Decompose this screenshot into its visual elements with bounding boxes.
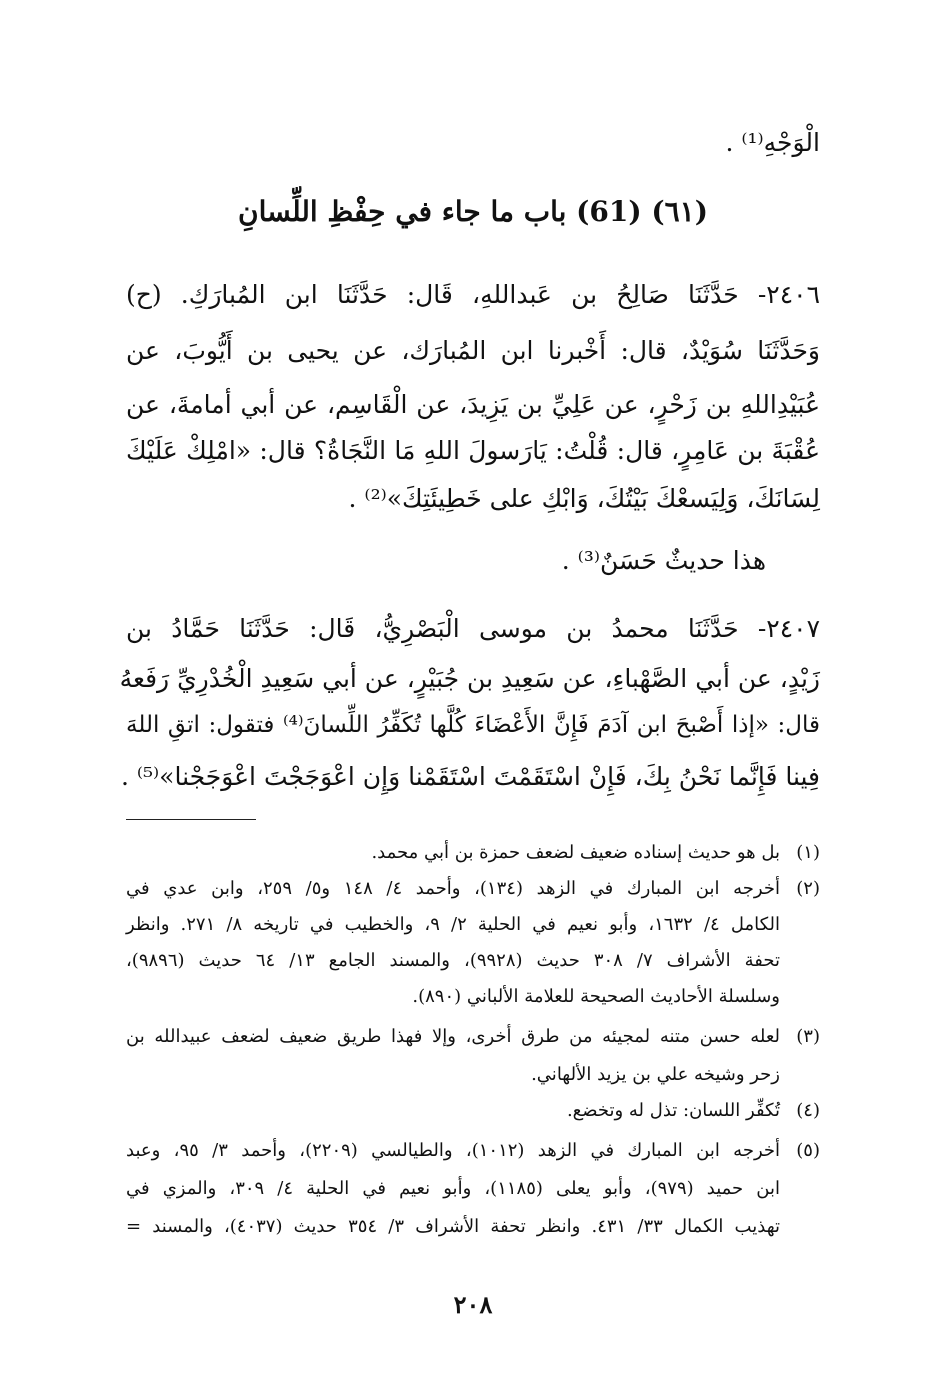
footnote-line: تحفة الأشراف ٧/ ٣٠٨ حديث (٩٩٢٨)، والمسند الجامع ١٣/ ٦٤ حديث (٩٨٩٦)، (126, 950, 780, 971)
page-number: ٢٠٨ (453, 1290, 493, 1319)
hadith-line: فِينا فَإِنَّما نَحْنُ بِكَ، فَإِنْ اسْتَقَمْتَ اسْتَقَمْنا وَإِن اعْوَجَجْتَ اعْوَجَجْنا»⁽⁵⁾ . (120, 762, 820, 791)
footnote-line: أخرجه ابن المبارك في الزهد (١٠١٢)، والطيالسي (٢٢٠٩)، وأحمد ٣/ ٩٥، وعبد (126, 1140, 781, 1161)
footnote-line: بل هو حديث إسناده ضعيف لضعف حمزة بن أبي محمد. (371, 842, 780, 863)
footnote-line: زحر وشيخه علي بن يزيد الألهاني. (531, 1064, 780, 1085)
hadith-line: ٢٤٠٦- حَدَّثَنَا صَالِحُ بن عَبداللهِ، قَال: حَدَّثَنَا ابن المُبارَكِ. (ح) (126, 280, 820, 309)
hadith-line: لِسَانَكَ، وَلِيَسعْكَ بَيْتُكَ، وَابْكِ على خَطِيئَتِكَ»⁽²⁾ . (348, 484, 820, 513)
hadith-line: عُقْبَةَ بن عَامِرٍ، قال: قُلْتُ: يَارَسولَ اللهِ مَا النَّجَاةُ؟ قال: «امْلِكْ عَلَيْكَ (126, 436, 820, 465)
footnote-line: الكامل ٤/ ١٦٣٢، وأبو نعيم في الحلية ٢/ ٩، والخطيب في تاريخه ٨/ ٢٧١. وانظر (126, 914, 781, 935)
continuation-line: الْوَجْهِ⁽¹⁾ . (725, 128, 820, 157)
hadith-line: وَحَدَّثَنَا سُوَيْدٌ، قال: أَخْبرنا ابن المُبارَك، عن يحيى بن أَيُّوبَ، عن (126, 336, 820, 365)
footnote-divider (126, 819, 256, 820)
hadith-line: ٢٤٠٧- حَدَّثَنَا محمدُ بن موسى الْبَصْرِيُّ، قَال: حَدَّثَنَا حَمَّادُ بن (126, 614, 820, 643)
footnote-number: (٣) (796, 1026, 820, 1047)
footnote-line: لعله حسن متنه لمجيئه من طرق أخرى، وإلا فهذا طريق ضعيف لضعف عبيدالله بن (126, 1026, 780, 1047)
footnote-line: أخرجه ابن المبارك في الزهد (١٣٤)، وأحمد ٤/ ١٤٨ و٥/ ٢٥٩، وابن عدي في (126, 878, 780, 899)
footnote-number: (١) (796, 842, 820, 863)
footnote-line: تُكفِّر اللسان: تذل له وتخضع. (566, 1100, 780, 1121)
section-heading: (٦١) (61) باب ما جاء في حِفْظِ اللِّسانِ (238, 195, 708, 228)
hadith-grading: هذا حديثٌ حَسَنٌ⁽³⁾ . (561, 546, 766, 575)
hadith-line: عُبَيْدِاللهِ بن زَحْرٍ، عن عَلِيِّ بن يَزِيدَ، عن الْقَاسِم، عن أبي أمامةَ، عن (126, 390, 820, 419)
footnote-line: ابن حميد (٩٧٩)، وأبو يعلى (١١٨٥)، وأبو نعيم في الحلية ٤/ ٣٠٩، والمزي في (126, 1178, 780, 1199)
footnote-line: وسلسلة الأحاديث الصحيحة للعلامة الألباني (٨٩٠). (412, 986, 780, 1007)
hadith-line: زَيْدٍ، عن أبي الصَّهْباءِ، عن سَعِيدِ بن جُبَيْرٍ، عن أبي سَعِيدِ الْخُدْرِيِّ رَفَعهُ (119, 664, 820, 693)
footnote-number: (٤) (796, 1100, 820, 1121)
hadith-line: قال: «إذا أَصْبحَ ابن آدَمَ فَإِنَّ الأَعْضَاءَ كُلَّها تُكَفِّرُ اللِّسانَ⁽⁴⁾ فتقول: اتقِ اللهَ (126, 712, 821, 738)
footnote-number: (٥) (796, 1140, 820, 1161)
footnote-line: تهذيب الكمال ٣٣/ ٤٣١. وانظر تحفة الأشراف ٣/ ٣٥٤ حديث (٤٠٣٧)، والمسند = (126, 1216, 780, 1237)
footnote-number: (٢) (796, 878, 820, 899)
